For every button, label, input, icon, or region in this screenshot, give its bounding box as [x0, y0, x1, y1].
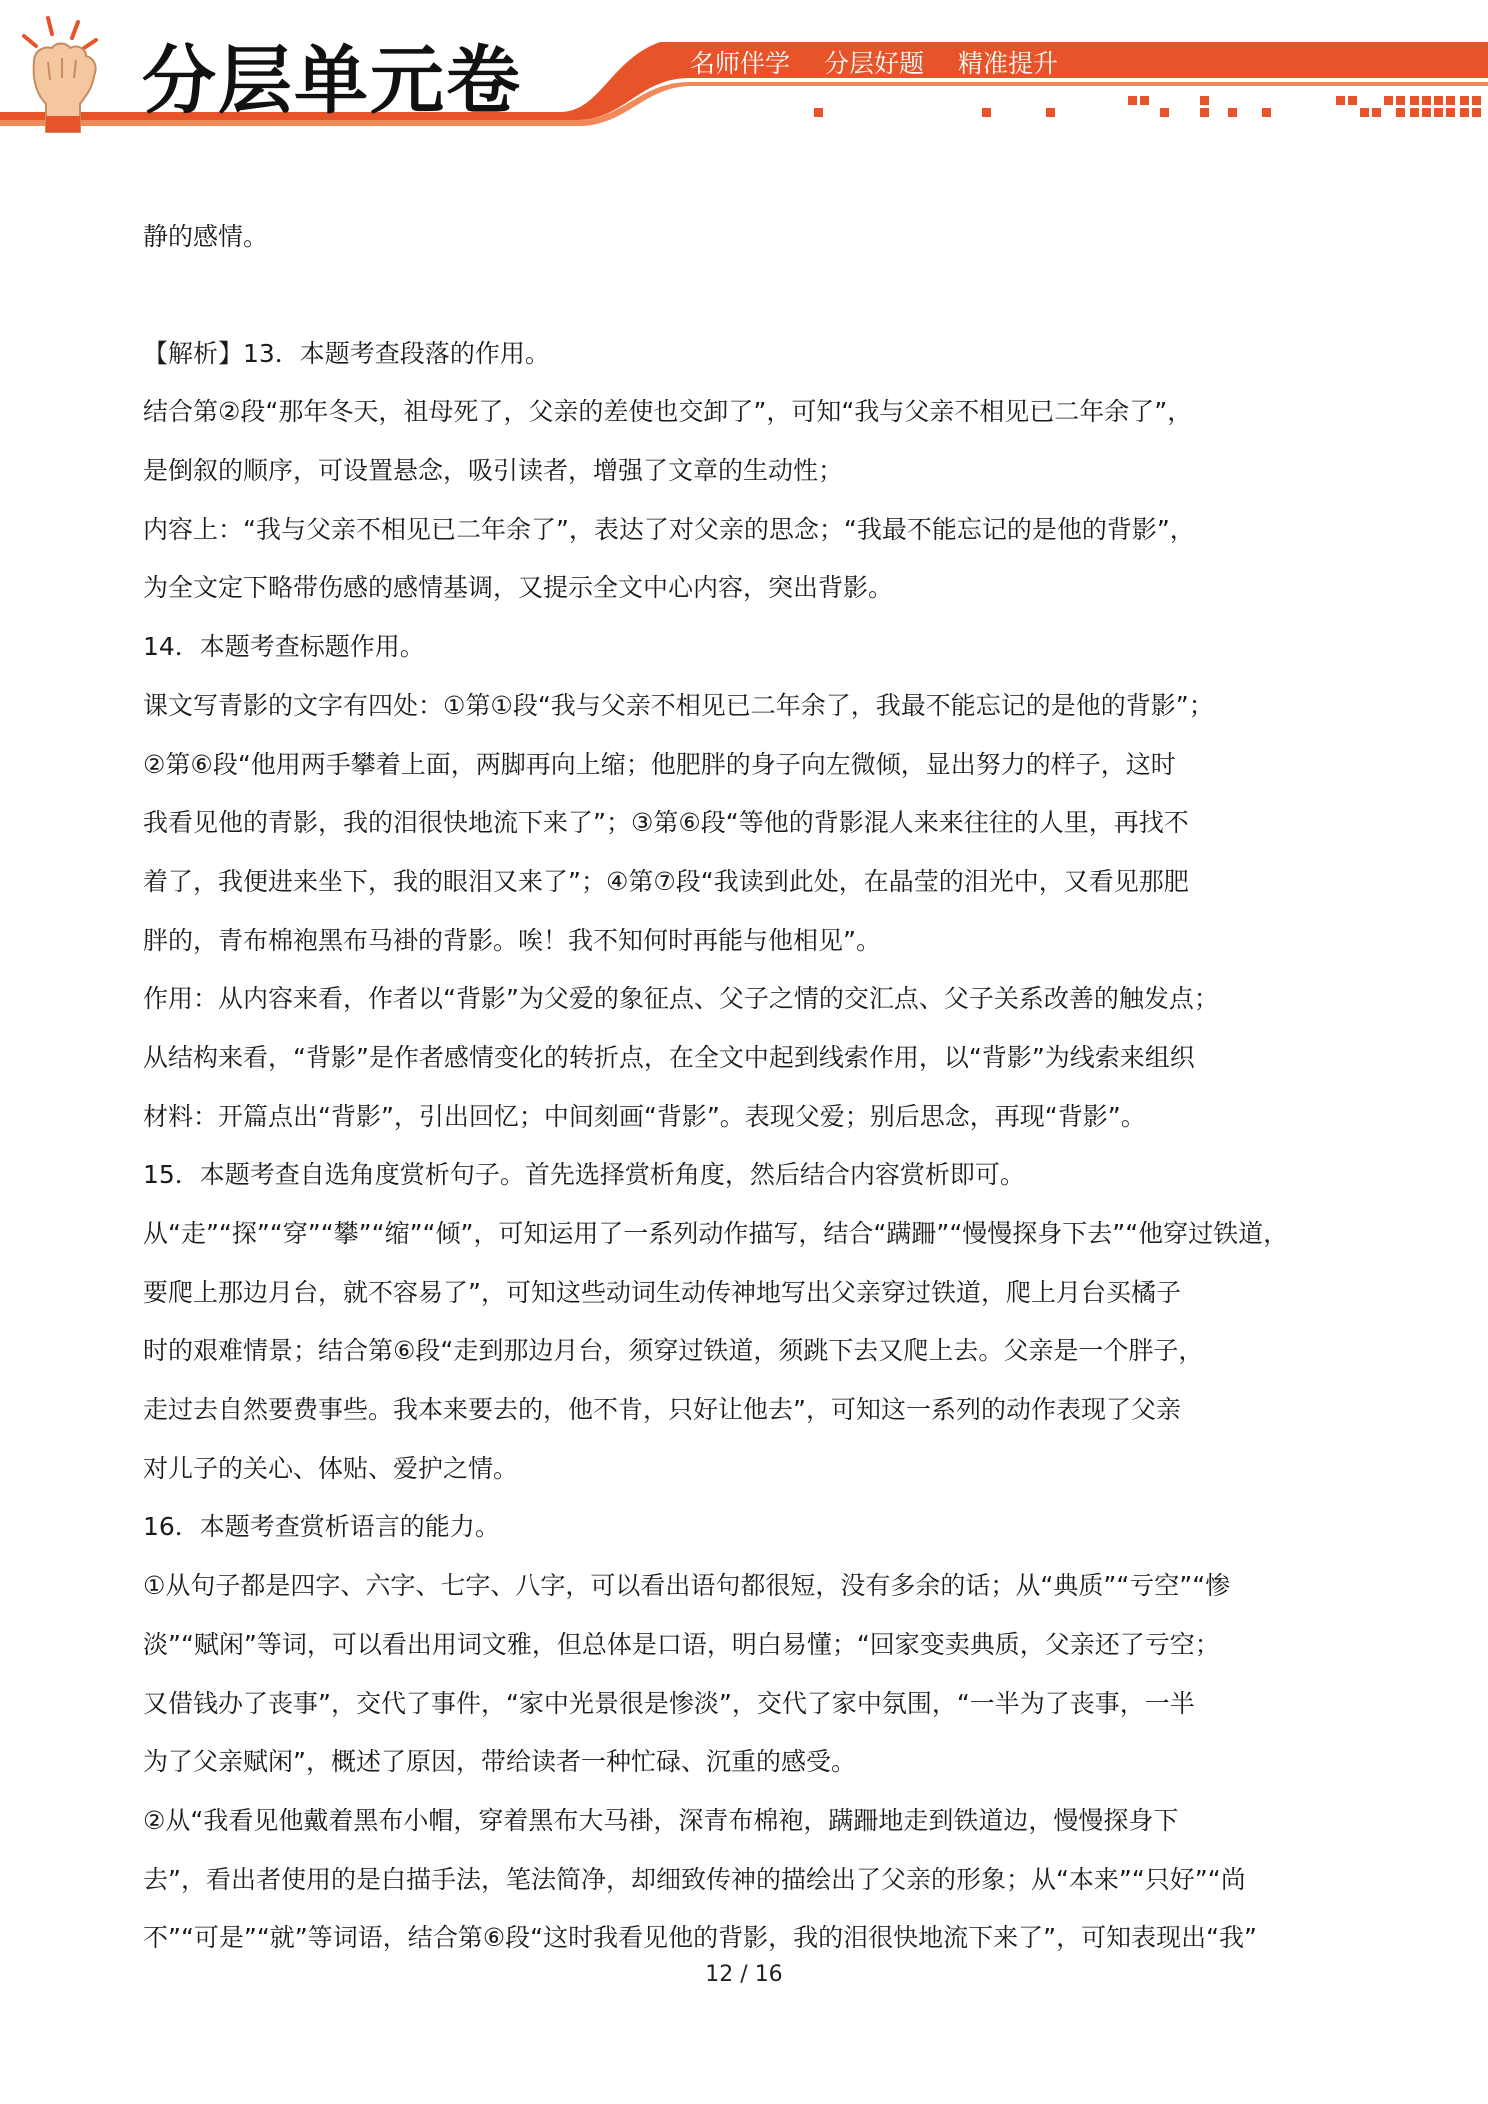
brand-title: 分层单元卷	[142, 38, 522, 124]
text-line: 我看见他的青影，我的泪很快地流下来了”；③第⑥段“等他的背影混人来来往往的人里，再找不	[143, 808, 1189, 838]
text-line: 淡”“赋闲”等词，可以看出用词文雅，但总体是口语，明白易懂；“回家变卖典质，父亲还了亏空；	[143, 1629, 1220, 1659]
text-line: 不”“可是”“就”等词语，结合第⑥段“这时我看见他的背影，我的泪很快地流下来了”，可知表现出“我”	[143, 1923, 1257, 1953]
text-line: 为了父亲赋闲”，概述了原因，带给读者一种忙碌、沉重的感受。	[143, 1747, 856, 1777]
page-number: 12 / 16	[705, 1962, 783, 1987]
text-line: 14．本题考查标题作用。	[143, 632, 425, 662]
text-line: 结合第②段“那年冬天，祖母死了，父亲的差使也交卸了”，可知“我与父亲不相见已二年余了”，	[143, 397, 1193, 427]
text-line: 从结构来看，“背影”是作者感情变化的转折点，在全文中起到线索作用，以“背影”为线索来组织	[143, 1042, 1195, 1072]
text-line: ②从“我看见他戴着黑布小帽，穿着黑布大马褂，深青布棉袍，蹒跚地走到铁道边，慢慢探身下	[143, 1805, 1179, 1835]
analysis-section	[143, 325, 1289, 1968]
text-line: 16．本题考查赏析语言的能力。	[143, 1512, 500, 1542]
text-line: ②第⑥段“他用两手攀着上面，两脚再向上缩；他肥胖的身子向左微倾，显出努力的样子，这时	[143, 749, 1176, 779]
text-line: 从“走”“探”“穿”“攀”“缩”“倾”，可知运用了一系列动作描写，结合“蹒跚”“慢慢探身下去”“他穿过铁道，	[143, 1219, 1289, 1248]
header-slogan	[690, 44, 1084, 80]
text-line: 走过去自然要费事些。我本来要去的，他不肯，只好让他去”，可知这一系列的动作表现了父亲	[143, 1395, 1181, 1425]
text-line: 是倒叙的顺序，可设置悬念，吸引读者，增强了文章的生动性；	[143, 456, 844, 486]
document-body	[143, 208, 1289, 1968]
text-line: ①从句子都是四字、六字、七字、八字，可以看出语句都很短，没有多余的话；从“典质”“亏空”“惨	[143, 1571, 1231, 1601]
text-line: 作用：从内容来看，作者以“背影”为父爱的象征点、父子之情的交汇点、父子关系改善的触发点；	[143, 984, 1219, 1014]
text-line: 材料：开篇点出“背影”，引出回忆；中间刻画“背影”。表现父爱；别后思念，再现“背影”。	[143, 1101, 1146, 1131]
text-line: 15．本题考查自选角度赏析句子。首先选择赏析角度，然后结合内容赏析即可。	[143, 1160, 1025, 1190]
text-line: 【解析】13．本题考查段落的作用。	[143, 338, 550, 368]
text-line: 着了，我便进来坐下，我的眼泪又来了”；④第⑦段“我读到此处，在晶莹的泪光中，又看见那肥	[143, 866, 1189, 896]
text-line: 对儿子的关心、体贴、爱护之情。	[143, 1453, 519, 1483]
slogan-item: 分层好题	[823, 49, 924, 78]
paragraph-gap	[143, 267, 1243, 325]
text-line: 内容上：“我与父亲不相见已二年余了”，表达了对父亲的思念；“我最不能忘记的是他的背影”，	[143, 514, 1195, 544]
slogan-item: 精准提升	[957, 49, 1058, 78]
text-line: 胖的，青布棉袍黑布马褂的背影。唉！我不知何时再能与他相见”。	[143, 925, 881, 955]
page-header	[0, 0, 1488, 150]
text-line: 要爬上那边月台，就不容易了”，可知这些动词生动传神地写出父亲穿过铁道，爬上月台买橘子	[143, 1277, 1181, 1307]
slogan-item: 名师伴学	[690, 49, 791, 78]
text-line: 静的感情。	[143, 222, 269, 251]
text-line: 课文写青影的文字有四处：①第①段“我与父亲不相见已二年余了，我最不能忘记的是他的背影”；	[143, 690, 1214, 720]
text-line: 去”，看出者使用的是白描手法，笔法简净，却细致传神的描绘出了父亲的形象；从“本来”“只好”“尚	[143, 1864, 1246, 1894]
text-line: 时的艰难情景；结合第⑥段“走到那边月台，须穿过铁道，须跳下去又爬上去。父亲是一个胖子，	[143, 1336, 1204, 1366]
text-line: 为全文定下略带伤感的感情基调，又提示全文中心内容，突出背影。	[143, 573, 894, 603]
text-line: 又借钱办了丧事”，交代了事件，“家中光景很是惨淡”，交代了家中氛围，“一半为了丧事，一半	[143, 1688, 1195, 1718]
